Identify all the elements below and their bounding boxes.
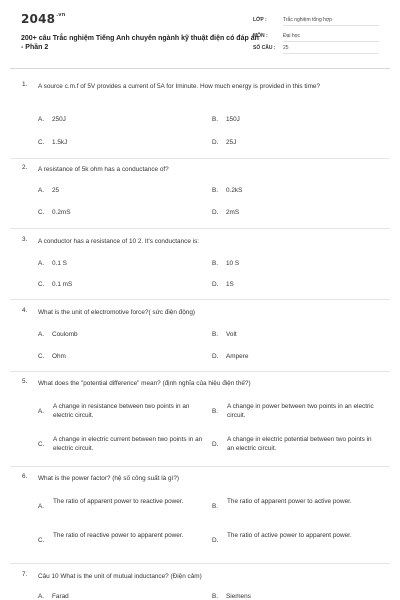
logo-suffix: .vn <box>56 12 66 18</box>
meta-mon-value: Đại học <box>283 33 300 39</box>
option-text: The ratio of apparent power to reactive power. <box>53 498 184 505</box>
question-text: What is the power factor? (hệ số công suất là gì?) <box>38 475 180 482</box>
question-text: A resistance of 5k ohm has a conductance of? <box>38 166 169 173</box>
logo-text: 2048 <box>21 12 56 26</box>
option-text: The ratio of apparent power to active power. <box>227 498 352 505</box>
option-letter: C. <box>38 281 45 288</box>
option-text: 2mS <box>226 209 240 216</box>
option-text: 25J <box>226 139 237 146</box>
option-letter: A. <box>38 260 45 267</box>
option-letter: A. <box>38 408 45 415</box>
option-letter: B. <box>212 408 219 415</box>
meta-mon-label: MÔN : <box>253 33 268 39</box>
option-letter: D. <box>212 281 219 288</box>
option-text: 1.5kJ <box>52 139 68 146</box>
option-text: A change in resistance between two points in an electric circuit. <box>53 403 190 419</box>
question-number: 3. <box>22 236 28 243</box>
question-number: 7. <box>22 571 28 578</box>
option-letter: B. <box>212 187 219 194</box>
question-number: 2. <box>22 164 28 171</box>
option-text: Ampere <box>226 353 249 360</box>
option-text: 0.2mS <box>52 209 71 216</box>
option-text: 25 <box>52 187 60 194</box>
option-text: The ratio of reactive power to apparent power. <box>53 532 184 539</box>
question-number: 4. <box>22 307 28 314</box>
option-letter: D. <box>212 353 219 360</box>
question-number: 6. <box>22 473 28 480</box>
option-letter: D. <box>212 139 219 146</box>
option-letter: A. <box>38 331 45 338</box>
option-letter: B. <box>212 331 219 338</box>
meta-socau-value: 25 <box>283 45 289 51</box>
meta-socau-label: SỐ CÂU : <box>253 45 276 51</box>
option-letter: D. <box>212 537 219 544</box>
option-text: 150J <box>226 116 240 123</box>
option-text: Volt <box>226 331 237 338</box>
option-letter: C. <box>38 353 45 360</box>
question-text: A conductor has a resistance of 10 2. It's conductance is: <box>38 238 200 245</box>
question-number: 5. <box>22 378 28 385</box>
option-letter: A. <box>38 187 45 194</box>
document-title: 200+ câu Trắc nghiệm Tiếng Anh chuyên ngành kỹ thuật điện có đáp án - Phần 2 <box>21 35 259 51</box>
option-text: 0.1 S <box>52 260 67 267</box>
question-text: Câu 10 What is the unit of mutual inductance? (Điện cảm) <box>38 573 202 580</box>
option-letter: B. <box>212 260 219 267</box>
option-text: A change in electric potential between two points in an electric circuit. <box>227 436 372 452</box>
option-text: A change in electric current between two points in an electric circuit. <box>53 436 203 452</box>
option-text: 10 S <box>226 260 240 267</box>
option-letter: A. <box>38 593 45 600</box>
question-text: What does the "potential difference" mean? (định nghĩa của hiệu điện thế?) <box>38 380 251 387</box>
question-number: 1. <box>22 81 28 88</box>
option-letter: D. <box>212 441 219 448</box>
question-text: What is the unit of electromotive force?( sức điện động) <box>38 309 196 316</box>
option-text: Coulomb <box>52 331 78 338</box>
option-letter: C. <box>38 209 45 216</box>
option-letter: C. <box>38 139 45 146</box>
question-separator <box>10 563 390 564</box>
question-text: A source c.m.f of 5V provides a current of 5A for Iminute. How much energy is provided in this time? <box>38 83 321 90</box>
question-separator <box>10 299 390 300</box>
option-letter: B. <box>212 116 219 123</box>
question-separator <box>10 466 390 467</box>
option-text: 0.2kS <box>226 187 243 194</box>
meta-lop-label: LỚP : <box>253 17 267 23</box>
option-letter: B. <box>212 593 219 600</box>
option-text: The ratio of active power to apparent power. <box>227 532 352 539</box>
option-letter: A. <box>38 503 45 510</box>
option-text: A change in power between two points in an electric circuit. <box>227 403 374 419</box>
option-letter: B. <box>212 503 219 510</box>
option-text: 1S <box>226 281 234 288</box>
option-letter: D. <box>212 209 219 216</box>
meta-lop-value: Trắc nghiệm tổng hợp <box>283 17 332 23</box>
question-separator <box>10 228 390 229</box>
option-text: 250J <box>52 116 66 123</box>
option-letter: C. <box>38 537 45 544</box>
option-text: Farad <box>52 593 69 600</box>
option-text: 0.1 mS <box>52 281 73 288</box>
option-letter: A. <box>38 116 45 123</box>
option-text: Ohm <box>52 353 66 360</box>
question-separator <box>10 158 390 159</box>
question-separator <box>10 371 390 372</box>
option-text: Siemens <box>226 593 251 600</box>
option-letter: C. <box>38 441 45 448</box>
